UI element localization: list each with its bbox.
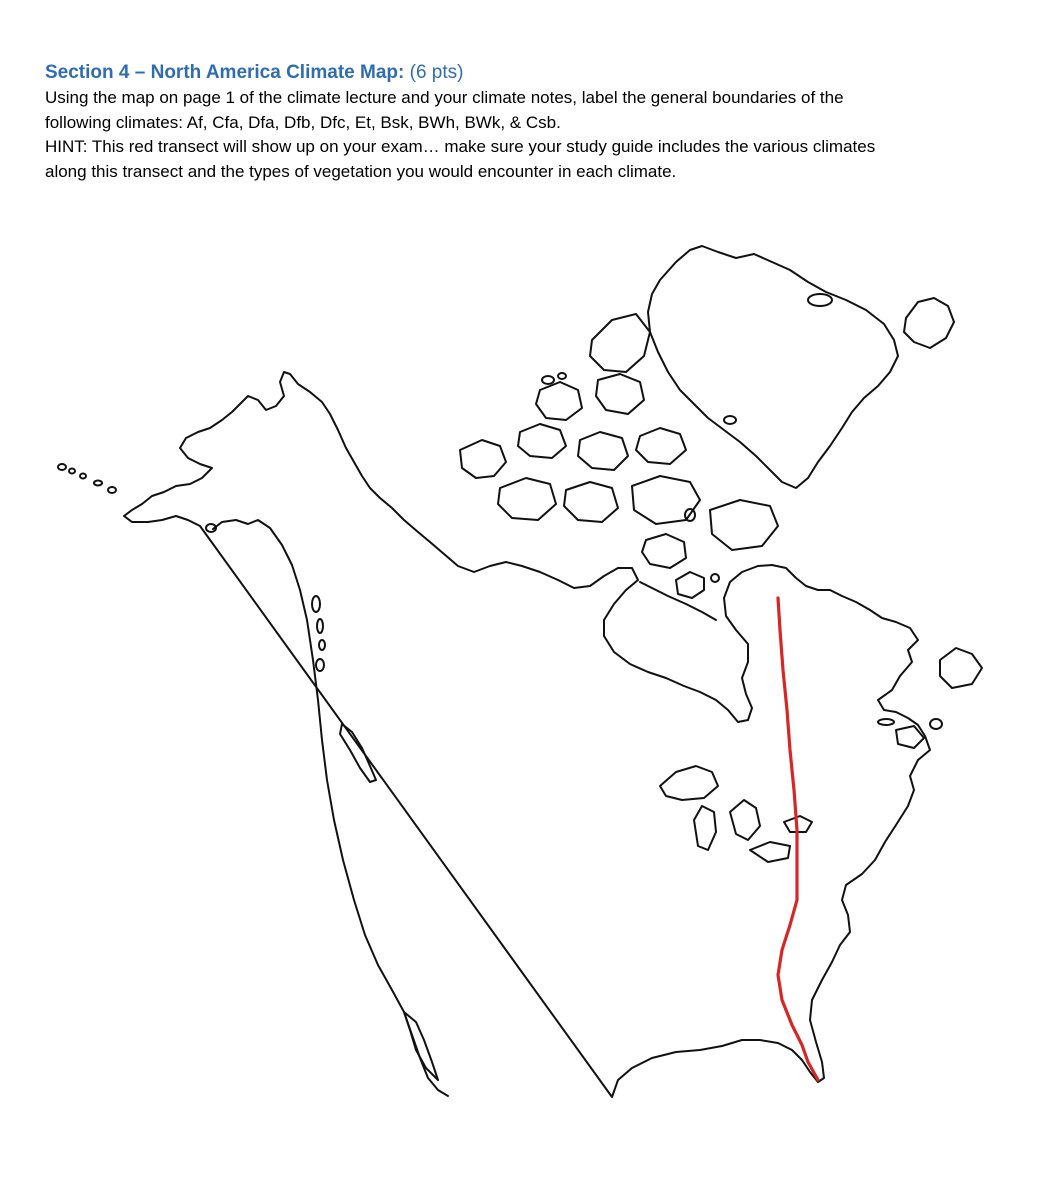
continent-coastline	[124, 372, 930, 1097]
section-title-bold: Section 4 – North America Climate Map:	[45, 62, 405, 83]
great-lakes	[660, 766, 812, 862]
section-points: (6 pts)	[404, 62, 464, 83]
hint-line-2: along this transect and the types of vegetation you would encounter in each climate.	[45, 161, 677, 181]
instruction-line-1: Using the map on page 1 of the climate lecture and your climate notes, label the general boundaries of the	[45, 88, 844, 107]
arctic-islands	[460, 294, 832, 598]
maritime-islands	[878, 648, 982, 748]
hint-line-1: HINT: This red transect will show up on your exam… make sure your study guide includes the various climates	[45, 137, 876, 156]
instruction-line-2: following climates: Af, Cfa, Dfa, Dfb, Dfc, Et, Bsk, BWh, BWk, & Csb.	[45, 112, 561, 132]
pacific-islands	[312, 596, 376, 782]
baja-california	[404, 1012, 438, 1080]
iceland	[904, 298, 954, 348]
